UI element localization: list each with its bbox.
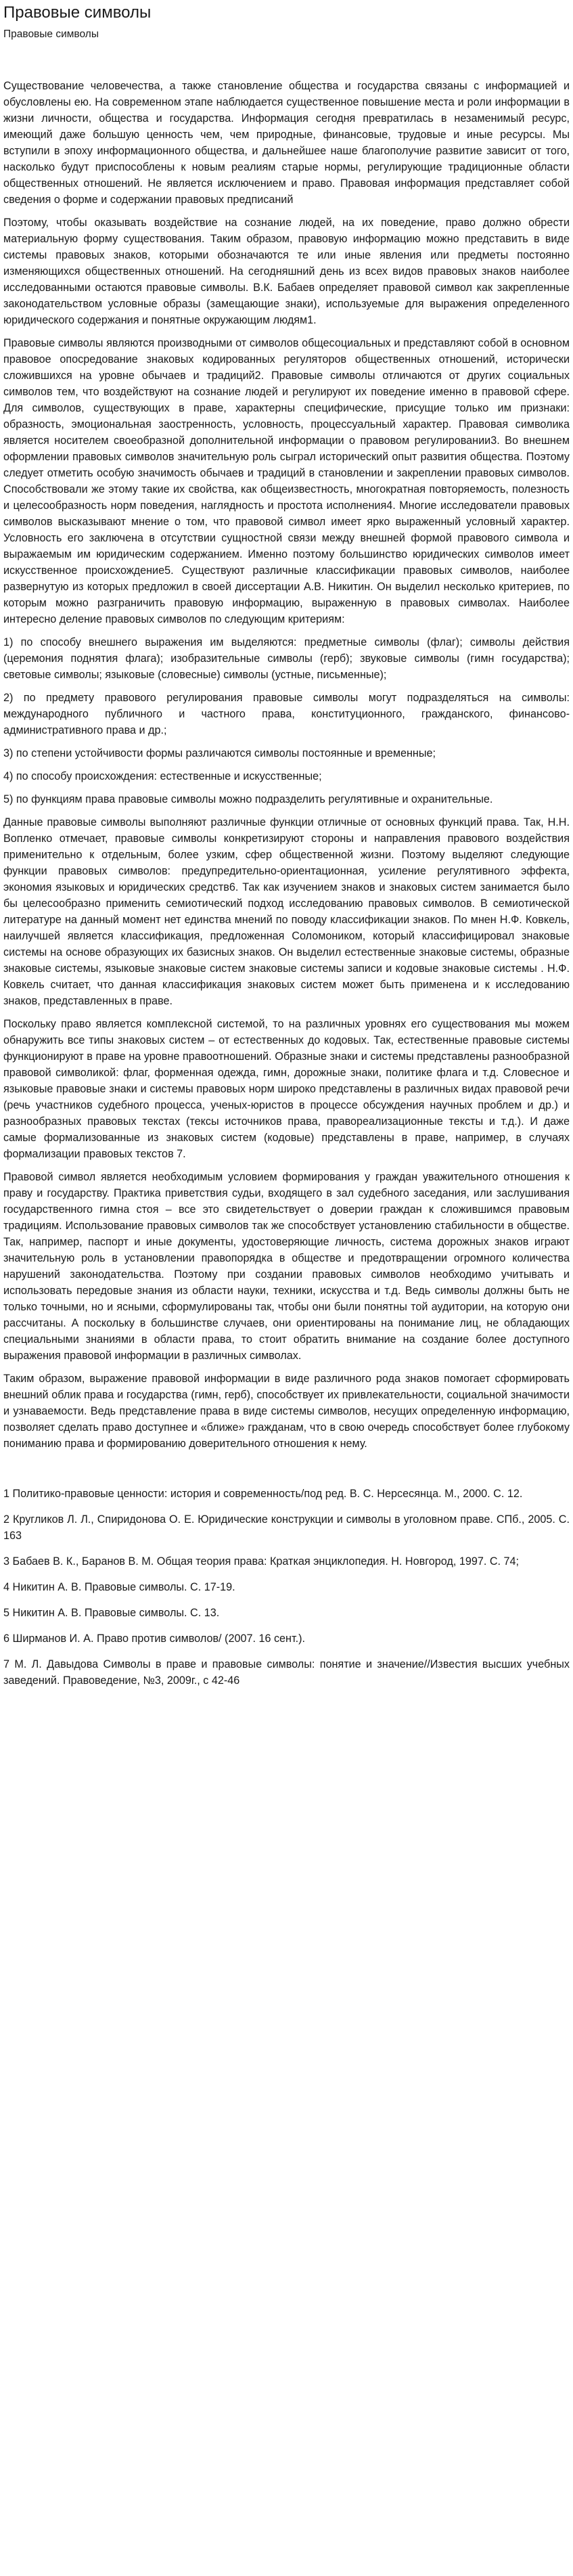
footnote-3: 3 Бабаев В. К., Баранов В. М. Общая теория права: Краткая энциклопедия. Н. Новгород, 1997. С. 74; <box>3 1555 520 1568</box>
classification-item-3: 3) по степени устойчивости формы различаются символы постоянные и временные; <box>3 747 436 759</box>
footnote-2: 2 Кругликов Л. Л., Спиридонова О. Е. Юридические конструкции и символы в уголовном праве. СПб., 2005. С. 163 <box>3 1513 570 1542</box>
page-title: Правовые символы <box>3 3 152 22</box>
footnote-4: 4 Никитин А. В. Правовые символы. С. 17-19. <box>3 1581 235 1593</box>
page-subtitle: Правовые символы <box>3 28 99 40</box>
classification-item-1: 1) по способу внешнего выражения им выделяются: предметные символы (флаг); символы действия (церемония поднятия флага); изобразительные символы (герб); звуковые символы (гимн государства); световые символы; языковые (словесные) символы (устные, письменные); <box>3 636 570 681</box>
paragraph-9: Данные правовые символы выполняют различные функции отличные от основных функций права. Так, Н.Н. Вопленко отмечает, правовые символы конкретизируют стороны и направления правового воздействия применительно к отдельным, более узким, сфер общественной жизни. Поэтому выделяют следующие функции правовых символов: предупредительно-ориентационная, усиление регулятивного эффекта, экономия языковых и юридических средств6. Так как изучением знаков и знаковых систем занимается было бы целесообразно применить семиотический подход исследованию правовых символов. В семиотической литературе на данный момент нет единства мнений по поводу классификации знаков. По мнен Н.Ф. Ковкель, наилучшей является классификация, предложенная Соломоником, который классифицировал знаковые системы на основе образующих их базисных знаков. Он выделил естественные знаковые системы, образные знаковые системы, языковые знаковые систем знаковые системы записи и кодовые знаковые системы . Н.Ф. Ковкель считает, что данная классификация знаковых систем может быть применена и к исследованию знаков, представленных в праве. <box>3 816 570 1007</box>
footnote-5: 5 Никитин А. В. Правовые символы. С. 13. <box>3 1607 220 1619</box>
paragraph-2: Поэтому, чтобы оказывать воздействие на сознание людей, на их поведение, право должно обрести материальную форму существования. Таким образом, правовую информацию можно представить в виде системы правовых знаков, которыми обозначаются те или иные явления или предметы постоянно изменяющихся общественных отношений. На сегодняшний день из всех видов правовых знаков наиболее исследованными остаются правовые символы. В.К. Бабаев определяет правовой символ как закрепленные законодательством условные образы (замещающие знаки), используемые для выражения определенного юридического содержания и понятные окружающим людям1. <box>3 217 570 326</box>
conclusion-paragraph: Таким образом, выражение правовой информации в виде различного рода знаков помогает сформировать внешний облик права и государства (гимн, герб), способствует их привлекательности, социальной значимости и узнаваемости. Ведь представление права в виде системы символов, несущих определенную информацию, позволяет сделать право доступнее и «ближе» гражданам, что в свою очередь способствует более глубокому пониманию права и формированию доверительного отношения к нему. <box>3 1373 570 1450</box>
paragraph-3: Правовые символы являются производными от символов общесоциальных и представляют собой в основном правовое опосредование знаковых кодированных регуляторов общественных отношений, исторически сложившихся на уровне обычаев и традиций2. Правовые символы отличаются от других социальных символов тем, что воздействуют на сознание людей и регулируют их поведение именно в правовой сфере. Для символов, существующих в праве, характерны специфические, присущие только им признаки: образность, эмоциональная заостренность, условность, процессуальный характер. Правовая символика является носителем своеобразной дополнительной информации о правовом регулировании3. Во внешнем оформлении правовых символов значительную роль сыграл исторический опыт развития общества. Поэтому следует отметить особую значимость обычаев и традиций в становлении и закреплении правовых символов. Способствовали же этому такие их свойства, как общеизвестность, многократная повторяемость, полезность и целесообразность норм поведения, наглядность и простота исполнения4. Многие исследователи правовых символов высказывают мнение о том, что правовой символ имеет ярко выраженный условный характер. Условность его заключена в отсутствии сущностной связи между внешней формой правового символа и выражаемым им юридическим содержанием. Именно поэтому большинство юридических символов имеет искусственное происхождение5. Существуют различные классификации правовых символов, наиболее развернутую из которых предложил в своей диссертации А.В. Никитин. Он выделил несколько критериев, по которым можно разграничить правовую информацию, выраженную в правовых символах. Наиболее интересно деление правовых символов по следующим критериям: <box>3 337 570 625</box>
classification-item-5: 5) по функциям права правовые символы можно подразделить регулятивные и охранительные. <box>3 793 493 805</box>
footnotes <box>3 1486 570 1689</box>
footnote-1: 1 Политико-правовые ценности: история и современность/под ред. В. С. Нерсесянца. М., 2000. С. 12. <box>3 1488 523 1500</box>
classification-item-2: 2) по предмету правового регулирования правовые символы могут подразделяться на символы: международного публичного и частного права, конституционного, гражданского, финансово-административного права и др.; <box>3 692 570 736</box>
footnote-6: 6 Ширманов И. А. Право против символов/ (2007. 16 сент.). <box>3 1633 305 1645</box>
paragraph-10: Поскольку право является комплексной системой, то на различных уровнях его существования мы можем обнаружить все типы знаковых систем – от естественных до кодовых. Так, естественные правовые системы функционируют в праве на уровне правоотношений. Образные знаки и системы представлены разнообразной правовой символикой: флаг, форменная одежда, гимн, дорожные знаки, политике флага и т.д. Словесное и языковые правовые знаки и системы правовых норм широко представлены в различных видах правовой речи (речь участников судебного процесса, ученых-юристов в процессе обсуждения научных проблем и др.) и разнообразных правовых текстах (тексы источников права, правореализационные тексты и т.д.). И даже самые формализованные из знаковых систем (кодовые) представлены в праве, например, в случаях формализации правовых текстов 7. <box>3 1018 570 1160</box>
footnote-7: 7 М. Л. Давыдова Символы в праве и правовые символы: понятие и значение//Известия высших учебных заведений. Правоведение, №3, 2009г., с 42-46 <box>3 1658 570 1687</box>
paragraph-1: Существование человечества, а также становление общества и государства связаны с информацией и обусловлены ею. На современном этапе наблюдается существенное повышение места и роли информации в жизни личности, общества и государства. Информация сегодня превратилась в незаменимый ресурс, имеющий даже большую ценность чем, чем природные, финансовые, трудовые и иные ресурсы. Мы вступили в эпоху информационного общества, и дальнейшее наше благополучие развитие зависит от того, насколько будут приспособлены к новым реалиям старые нормы, регулирующие традиционные области общественных отношений. Не является исключением и право. Правовая информация представляет собой сведения о форме и содержании правовых предписаний <box>3 80 570 206</box>
article-body <box>3 78 570 1452</box>
paragraph-11: Правовой символ является необходимым условием формирования у граждан уважительного отношения к праву и государству. Практика приветствия судьи, входящего в зал судебного заседания, или заслушивания государственного гимна стоя – все это свидетельствует о доверии граждан к сложившимся правовым традициям. Использование правовых символов так же способствует установлению стабильности в обществе. Так, например, паспорт и иные документы, удостоверяющие личность, система дорожных знаков играют значительную роль в установлении правопорядка в обществе и предотвращении огромного количества нарушений законодательства. Поэтому при создании правовых символов необходимо учитывать и использовать передовые знания из области науки, техники, искусства и т.д. Ведь символы должны быть не только точными, но и ясными, сформулированы так, чтобы они были понятны той аудитории, на которую они рассчитаны. А поскольку в большинстве случаев, они ориентированы на понимание лиц, не обладающих специальными знаниями в области права, то стоит обратить внимание на создание более доступного выражения правовой информации в различных символах. <box>3 1171 570 1362</box>
classification-item-4: 4) по способу происхождения: естественные и искусственные; <box>3 770 322 782</box>
